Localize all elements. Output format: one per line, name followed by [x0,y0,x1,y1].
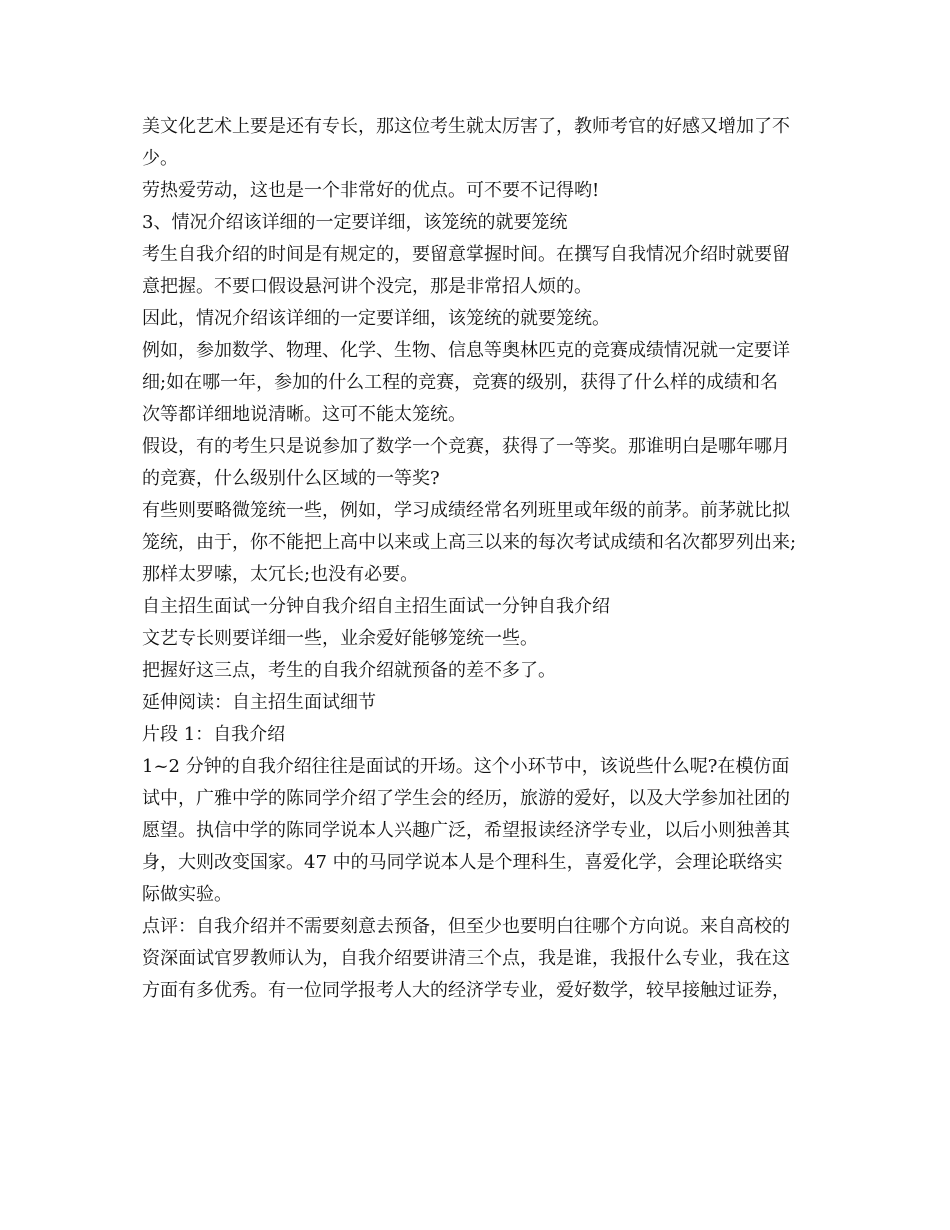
paragraph: 考生自我介绍的时间是有规定的，要留意掌握时间。在撰写自我情况介绍时就要留 意把握。不要口假设悬河讲个没完，那是非常招人烦的。 [142,244,790,297]
paragraph: 美文化艺术上要是还有专长，那这位考生就太厉害了，教师考官的好感又增加了不 少。 [142,116,790,169]
paragraph: 点评：自我介绍并不需要刻意去预备，但至少也要明白往哪个方向说。来自高校的 资深面试官罗教师认为，自我介绍要讲清三个点，我是谁，我报什么专业，我在这 方面有多优秀。有一位同学报考人大的经济学专业，爱好数学，较早接触过证券， [142,916,790,1001]
paragraph: 例如，参加数学、物理、化学、生物、信息等奥林匹克的竞赛成绩情况就一定要详 细;如在哪一年，参加的什么工程的竞赛，竞赛的级别，获得了什么样的成绩和名 次等都详细地说清晰。这可不能太笼统。 [142,340,790,425]
paragraph: 自主招生面试一分钟自我介绍自主招生面试一分钟自我介绍 [142,596,610,617]
section-heading: 3、情况介绍该详细的一定要详细，该笼统的就要笼统 [142,212,568,233]
paragraph: 把握好这三点，考生的自我介绍就预备的差不多了。 [142,660,556,681]
paragraph: 1~2 分钟的自我介绍往往是面试的开场。这个小环节中，该说些什么呢?在模仿面 试中，广雅中学的陈同学介绍了学生会的经历，旅游的爱好，以及大学参加社团的 愿望。执信中学的陈同学说本人兴趣广泛，希望报读经济学专业，以后小则独善其 身，大则改变国家。47 中的马同学说本人是个理科生，喜爱化学，会理论联络实 际做实验。 [142,756,790,905]
paragraph: 文艺专长则要详细一些，业余爱好能够笼统一些。 [142,628,538,649]
body-text [142,111,832,1007]
section-heading: 片段 1：自我介绍 [142,724,286,745]
paragraph: 假设，有的考生只是说参加了数学一个竞赛，获得了一等奖。那谁明白是哪年哪月 的竞赛，什么级别什么区域的一等奖? [142,436,790,489]
paragraph: 因此，情况介绍该详细的一定要详细，该笼统的就要笼统。 [142,308,610,329]
paragraph: 有些则要略微笼统一些，例如，学习成绩经常名列班里或年级的前茅。前茅就比拟 笼统，由于，你不能把上高中以来或上高三以来的每次考试成绩和名次都罗列出来; 那样太罗嗦，太冗长;也没有必要。 [142,500,797,585]
section-heading: 延伸阅读：自主招生面试细节 [142,692,376,713]
paragraph: 劳热爱劳动，这也是一个非常好的优点。可不要不记得哟! [142,180,600,201]
